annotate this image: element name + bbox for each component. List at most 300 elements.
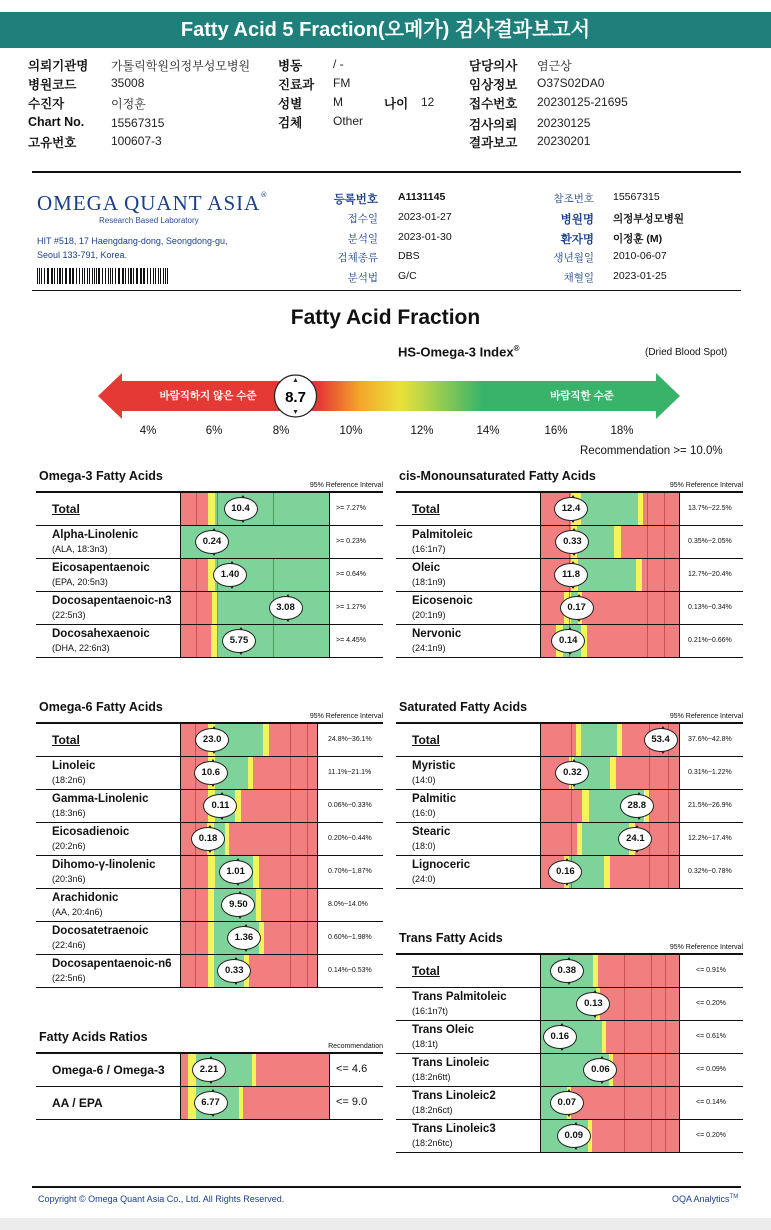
info-value: 15567315 [613, 191, 660, 203]
row-name: Eicosenoic [412, 595, 473, 607]
bar-gridline [307, 856, 308, 888]
row-subname: (18:2n6) [52, 775, 86, 785]
bar-zone [263, 724, 270, 756]
table-row [396, 1120, 743, 1153]
bar-gridline [307, 955, 308, 987]
table-row [36, 1054, 383, 1087]
bar-gridline [668, 790, 669, 822]
divider [32, 1186, 741, 1188]
bar-gridline [624, 1021, 625, 1053]
lab-logo [37, 191, 267, 216]
report-title: Fatty Acid 5 Fraction(오메가) 검사결과보고서 [0, 12, 771, 48]
bar-zone [582, 790, 589, 822]
header-label: 병원코드 [28, 78, 77, 92]
gauge-tick-label: 6% [205, 425, 223, 437]
row-name: Trans Linoleic3 [412, 1123, 496, 1135]
reference-interval-header: 95% Reference Interval [669, 482, 743, 489]
specimen-type: (Dried Blood Spot) [645, 347, 728, 358]
bar-gridline [649, 856, 650, 888]
bar-gridline [668, 757, 669, 789]
reference-range: <= 0.61% [696, 1033, 726, 1040]
header-value: 100607-3 [111, 134, 162, 148]
barcode-bar [89, 268, 90, 284]
row-name: Palmitoleic [412, 529, 473, 541]
info-value: 2023-01-27 [398, 211, 452, 223]
age-value: 12 [421, 95, 435, 109]
result-value: 0.09 [557, 1124, 591, 1148]
row-subname: (20:2n6) [52, 841, 86, 851]
table-row [396, 1054, 743, 1087]
header-value: O37S02DA0 [537, 76, 605, 90]
info-value: 2023-01-25 [613, 270, 667, 282]
result-value: 24.1 [618, 827, 652, 851]
bar-gridline [664, 625, 665, 657]
bar-gridline [649, 757, 650, 789]
barcode-bar [133, 268, 134, 284]
bar-gridline [668, 856, 669, 888]
row-name: Eicosadienoic [52, 826, 130, 838]
info-value: 의정부성모병원 [613, 213, 685, 225]
omega-index-title-sup: ® [513, 344, 520, 353]
table-row [396, 724, 743, 757]
barcode-bar [140, 268, 142, 284]
barcode-bar [37, 268, 38, 284]
result-value: 23.0 [195, 728, 229, 752]
row-name: Docosahexaenoic [52, 628, 150, 640]
row-name: Nervonic [412, 628, 462, 640]
omega-index-title-text: HS-Omega-3 Index [398, 344, 514, 360]
barcode-bar [92, 268, 93, 284]
table-row [36, 955, 383, 988]
barcode-bar [94, 268, 95, 284]
table-row [396, 592, 743, 625]
bar-zone [181, 1087, 188, 1119]
result-value: 1.36 [227, 926, 261, 950]
table-row [396, 625, 743, 658]
row-subname: (20:1n9) [412, 610, 446, 620]
table-row [396, 1021, 743, 1054]
table-row [36, 823, 383, 856]
reference-range: >= 4.45% [336, 637, 366, 644]
result-value: 10.6 [194, 761, 228, 785]
barcode-bar [82, 268, 83, 284]
result-value: 53.4 [644, 728, 678, 752]
result-value: 0.18 [191, 827, 225, 851]
reference-interval-header: 95% Reference Interval [669, 944, 743, 951]
reference-range: 0.35%~2.05% [688, 538, 732, 545]
bar-zone [650, 790, 679, 822]
barcode-bar [153, 268, 154, 284]
header-value: M [333, 95, 343, 109]
bar-gridline [668, 823, 669, 855]
barcode-bar [108, 268, 109, 284]
bar-gridline [273, 559, 274, 591]
bar-zone [581, 724, 617, 756]
reference-range: 12.7%~20.4% [688, 571, 732, 578]
barcode-bar [79, 268, 80, 284]
reference-range: 0.32%~0.78% [688, 868, 732, 875]
header-label: 검사의뢰 [469, 118, 518, 132]
info-label: 참조번호 [553, 193, 594, 205]
table-row [36, 724, 383, 757]
bar-gridline [195, 922, 196, 954]
bar-gridline [624, 955, 625, 987]
row-subname: (16:1n7) [412, 544, 446, 554]
bar-gridline [290, 856, 291, 888]
bar-gridline [647, 592, 648, 624]
header-label: 의뢰기관명 [28, 59, 89, 73]
reference-range: >= 7.27% [336, 505, 366, 512]
reference-range: 24.8%~36.1% [328, 736, 372, 743]
barcode-bar [39, 268, 40, 284]
divider [32, 171, 741, 173]
bar-gridline [571, 790, 572, 822]
result-value: 0.07 [550, 1091, 584, 1115]
info-label: 검체종류 [337, 252, 378, 264]
info-value: A1131145 [398, 191, 446, 203]
barcode-image [37, 268, 171, 284]
header-value: 이정훈 [111, 97, 146, 111]
omega-index-gauge [98, 371, 680, 421]
header-value: 15567315 [111, 116, 165, 130]
header-value: / - [333, 57, 344, 71]
result-bar [180, 592, 330, 624]
info-label: 등록번호 [333, 194, 378, 206]
bar-zone [643, 493, 679, 525]
info-label: 분석일 [347, 233, 378, 245]
barcode-bar [136, 268, 138, 284]
age-label: 나이 [384, 97, 409, 111]
bar-zone [614, 526, 621, 558]
barcode-bar [98, 268, 100, 284]
row-subname: (20:3n6) [52, 874, 86, 884]
row-name: Omega-6 / Omega-3 [52, 1063, 165, 1077]
reference-range: <= 0.20% [696, 1000, 726, 1007]
table-row [36, 625, 383, 658]
bar-gridline [664, 592, 665, 624]
section-title: Fatty Acids Ratios [39, 1030, 148, 1044]
barcode-bar [167, 268, 168, 284]
reference-interval-header: 95% Reference Interval [669, 713, 743, 720]
bar-gridline [571, 823, 572, 855]
barcode-bar [163, 268, 164, 284]
result-bar [540, 790, 680, 822]
info-value: 2023-01-30 [398, 231, 452, 243]
result-value: 2.21 [192, 1058, 226, 1082]
bar-gridline [665, 1087, 666, 1119]
bar-zone [181, 559, 208, 591]
bar-zone [243, 1087, 329, 1119]
bar-zone [541, 724, 576, 756]
result-value: 12.4 [554, 497, 588, 521]
result-value: 0.38 [550, 959, 584, 983]
reference-range: <= 9.0 [336, 1096, 368, 1108]
row-name: Arachidonic [52, 892, 119, 904]
brand [672, 1194, 738, 1204]
barcode-bar [84, 268, 85, 284]
header-label: Chart No. [28, 115, 85, 129]
bar-gridline [290, 790, 291, 822]
gauge-marker [275, 375, 317, 417]
bar-gridline [290, 922, 291, 954]
row-subname: (18:2n6ct) [412, 1105, 453, 1115]
table-row [36, 790, 383, 823]
barcode-bar [62, 268, 63, 284]
table-row [396, 757, 743, 790]
bar-zone [208, 493, 215, 525]
result-bar [180, 559, 330, 591]
barcode-bar [158, 268, 159, 284]
bar-gridline [651, 1021, 652, 1053]
table-row [36, 592, 383, 625]
bar-zone [613, 1054, 679, 1086]
table-row [396, 1087, 743, 1120]
undesirable-label: 바람직하지 않은 수준 [159, 390, 257, 402]
barcode-bar [115, 268, 116, 284]
result-value: 0.33 [217, 959, 251, 983]
table-row [396, 493, 743, 526]
omega-index-value: 8.7 [285, 389, 306, 406]
header-label: 수진자 [28, 97, 65, 111]
row-subname: (22:4n6) [52, 940, 86, 950]
row-name: Docosapentaenoic-n3 [52, 595, 172, 607]
row-subname: (ALA, 18:3n3) [52, 544, 108, 554]
row-subname: (EPA, 20:5n3) [52, 577, 108, 587]
row-subname: (22:5n6) [52, 973, 86, 983]
reference-interval-header: 95% Reference Interval [309, 713, 383, 720]
bar-gridline [196, 493, 197, 525]
header-value: 가톨릭학원의정부성모병원 [111, 59, 251, 73]
bar-gridline [195, 889, 196, 921]
bar-gridline [307, 922, 308, 954]
bar-gridline [665, 1054, 666, 1086]
omega-index-title [398, 344, 520, 359]
table-row [396, 559, 743, 592]
table-row [396, 988, 743, 1021]
bar-gridline [273, 493, 274, 525]
address-line: HIT #518, 17 Haengdang-dong, Seongdong-gu, [37, 236, 228, 246]
brand-sup: TM [729, 1194, 739, 1200]
bar-gridline [196, 592, 197, 624]
result-value: 0.13 [576, 992, 610, 1016]
bar-gridline [195, 856, 196, 888]
bar-gridline [571, 724, 572, 756]
header-value: 염근상 [537, 59, 572, 73]
row-name: Oleic [412, 562, 441, 574]
recommendation: Recommendation >= 10.0% [580, 445, 723, 457]
reference-range: 0.21%~0.66% [688, 637, 732, 644]
bar-zone [621, 526, 679, 558]
gauge-tick-label: 12% [410, 425, 434, 437]
row-subname: (18:3n6) [52, 808, 86, 818]
barcode-bar [112, 268, 113, 284]
bar-gridline [665, 1120, 666, 1152]
row-name: Myristic [412, 760, 456, 772]
reference-range: 0.06%~0.33% [328, 802, 372, 809]
section-title: Omega-6 Fatty Acids [39, 700, 163, 714]
bar-gridline [647, 493, 648, 525]
row-name: Trans Palmitoleic [412, 991, 507, 1003]
barcode-bar [41, 268, 42, 284]
row-name: Dihomo-γ-linolenic [52, 859, 156, 871]
row-name: Total [412, 964, 440, 978]
barcode-bar [130, 268, 132, 284]
reference-range: <= 0.09% [696, 1066, 726, 1073]
barcode-bar [54, 268, 55, 284]
row-name: Alpha-Linolenic [52, 529, 139, 541]
barcode-bar [51, 268, 53, 284]
reference-interval-header: 95% Reference Interval [309, 482, 383, 489]
row-name: Docosapentaenoic-n6 [52, 958, 172, 970]
reference-range: >= 0.23% [336, 538, 366, 545]
row-name: Palmitic [412, 793, 457, 805]
bar-gridline [290, 955, 291, 987]
copyright: Copyright © Omega Quant Asia Co., Ltd. All Rights Reserved. [38, 1194, 285, 1204]
result-value: 0.16 [543, 1025, 577, 1049]
bar-gridline [651, 1087, 652, 1119]
bar-gridline [651, 1054, 652, 1086]
table-row [36, 856, 383, 889]
info-label: 생년월일 [553, 252, 594, 264]
gauge-tick-label: 4% [139, 425, 157, 437]
row-subname: (22:5n3) [52, 610, 86, 620]
bar-gridline [647, 526, 648, 558]
reference-range: 0.14%~0.53% [328, 967, 372, 974]
barcode-bar [47, 268, 49, 284]
bar-gridline [307, 757, 308, 789]
barcode-bar [147, 268, 148, 284]
result-value: 5.75 [222, 629, 256, 653]
header-value: FM [333, 76, 351, 90]
page-bottom-band [0, 1218, 771, 1230]
barcode-bar [125, 268, 126, 284]
result-value: 0.11 [203, 794, 237, 818]
header-value: Other [333, 114, 364, 128]
bar-gridline [647, 625, 648, 657]
desirable-label: 바람직한 수준 [550, 390, 614, 402]
gauge-tick-label: 8% [272, 425, 290, 437]
result-value: 0.24 [195, 530, 229, 554]
bar-zone [571, 1087, 679, 1119]
row-name: Docosatetraenoic [52, 925, 149, 937]
row-name: Linoleic [52, 760, 96, 772]
row-subname: (18:1n9) [412, 577, 446, 587]
section-title: cis-Monounsaturated Fatty Acids [399, 469, 596, 483]
bar-gridline [624, 1087, 625, 1119]
bar-gridline [195, 955, 196, 987]
result-value: 9.50 [221, 893, 255, 917]
result-bar [540, 823, 680, 855]
section-title: Saturated Fatty Acids [399, 700, 528, 714]
reference-range: 8.0%~14.0% [328, 901, 368, 908]
lab-name: OMEGA QUANT ASIA [37, 191, 261, 215]
row-name: Trans Linoleic [412, 1057, 490, 1069]
result-bar [180, 790, 318, 822]
bar-gridline [196, 625, 197, 657]
table-row [396, 955, 743, 988]
section-title: Trans Fatty Acids [399, 931, 503, 945]
barcode-bar [57, 268, 58, 284]
table-row [36, 559, 383, 592]
reference-range: <= 4.6 [336, 1063, 368, 1075]
section-title: Omega-3 Fatty Acids [39, 469, 163, 483]
info-value: G/C [398, 270, 417, 282]
row-subname: (14:0) [412, 775, 436, 785]
row-name: AA / EPA [52, 1096, 103, 1110]
result-value: 0.16 [548, 860, 582, 884]
info-label: 병원명 [560, 214, 594, 226]
row-subname: (18:1t) [412, 1039, 439, 1049]
header-label: 임상정보 [469, 78, 518, 92]
bar-gridline [624, 988, 625, 1020]
barcode-bar [65, 268, 67, 284]
result-value: 0.14 [551, 629, 585, 653]
barcode-bar [96, 268, 97, 284]
gauge-tick-label: 10% [339, 425, 363, 437]
table-row [396, 823, 743, 856]
bar-zone [181, 493, 208, 525]
bar-zone [587, 625, 679, 657]
reference-range: <= 0.20% [696, 1132, 726, 1139]
bar-gridline [217, 493, 218, 525]
bar-zone [600, 988, 679, 1020]
barcode-bar [165, 268, 166, 284]
row-subname: (18:0) [412, 841, 436, 851]
info-label: 환자명 [560, 234, 594, 246]
registered-mark: ® [260, 191, 268, 199]
reference-range: <= 0.91% [696, 967, 726, 974]
row-subname: (16:0) [412, 808, 436, 818]
bar-gridline [307, 823, 308, 855]
result-value: 6.77 [194, 1091, 228, 1115]
reference-range: 13.7%~22.5% [688, 505, 732, 512]
row-subname: (DHA, 22:6n3) [52, 643, 110, 653]
bar-zone [581, 493, 638, 525]
info-label: 접수일 [347, 213, 378, 225]
bar-gridline [647, 559, 648, 591]
header-label: 결과보고 [469, 136, 518, 150]
barcode-bar [155, 268, 156, 284]
result-value: 3.08 [269, 596, 303, 620]
result-value: 11.8 [554, 563, 588, 587]
table-row [36, 889, 383, 922]
bar-zone [269, 724, 317, 756]
row-subname: (18:2n6tc) [412, 1138, 453, 1148]
bar-gridline [664, 559, 665, 591]
bar-gridline [624, 1120, 625, 1152]
reference-range: 0.70%~1.87% [328, 868, 372, 875]
reference-range: >= 0.64% [336, 571, 366, 578]
barcode-bar [87, 268, 88, 284]
info-value: DBS [398, 250, 420, 262]
row-name: Total [52, 733, 80, 747]
lab-tagline: Research Based Laboratory [99, 216, 199, 225]
row-name: Eicosapentaenoic [52, 562, 150, 574]
result-value: 0.06 [583, 1058, 617, 1082]
bar-gridline [273, 625, 274, 657]
row-name: Total [412, 733, 440, 747]
table-row [36, 1087, 383, 1120]
bar-zone [541, 790, 582, 822]
gauge-tick-label: 18% [610, 425, 634, 437]
row-subname: (AA, 20:4n6) [52, 907, 103, 917]
header-value: 35008 [111, 76, 145, 90]
bar-gridline [307, 790, 308, 822]
barcode-bar [69, 268, 71, 284]
table-row [36, 526, 383, 559]
row-subname: (24:0) [412, 874, 436, 884]
divider [32, 290, 741, 291]
